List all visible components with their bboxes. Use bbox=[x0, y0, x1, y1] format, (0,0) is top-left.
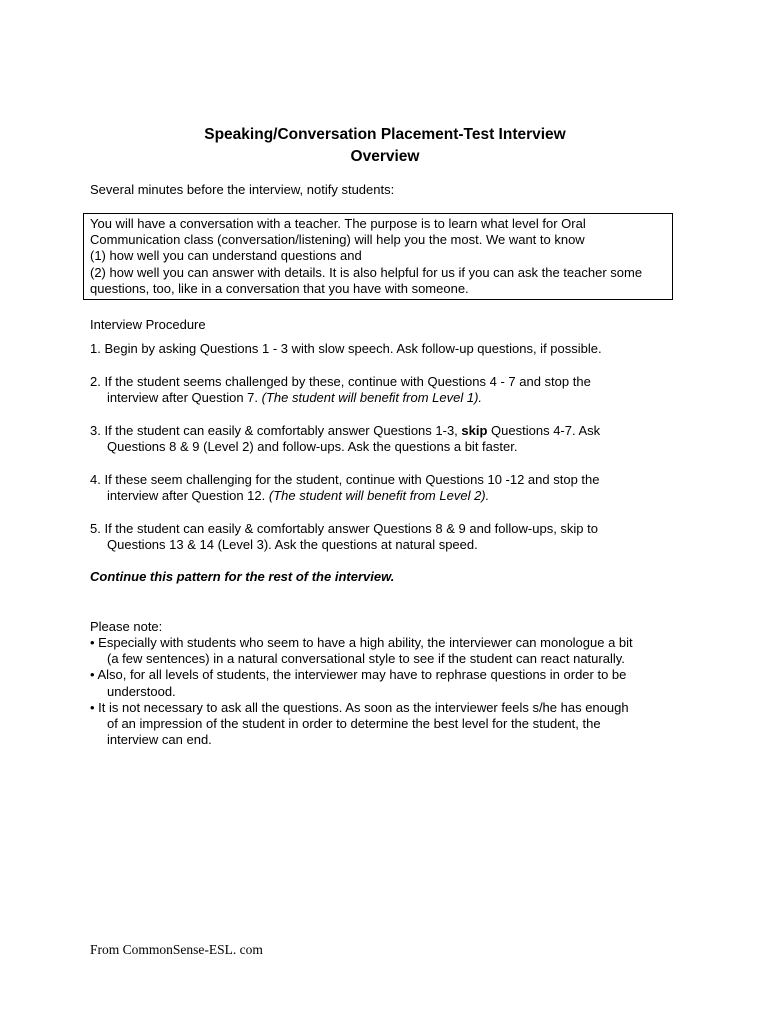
title-line-1: Speaking/Conversation Placement-Test Interview bbox=[204, 126, 566, 143]
procedure-step-1 bbox=[90, 341, 690, 357]
step-5-line-2: Questions 13 & 14 (Level 3). Ask the questions at natural speed. bbox=[107, 537, 478, 553]
step-2-line-2-text: interview after Question 7. bbox=[107, 390, 262, 406]
step-3-line-1-pre: 3. If the student can easily & comfortably answer Questions 1-3, bbox=[90, 423, 462, 438]
step-4-line-2-text: interview after Question 12. bbox=[107, 488, 269, 504]
step-3-line-1-post: Questions 4-7. Ask bbox=[487, 423, 601, 438]
step-4-line-2 bbox=[90, 488, 690, 504]
step-1-line-1: 1. Begin by asking Questions 1 - 3 with slow speech. Ask follow-up questions, if possible. bbox=[90, 341, 602, 356]
footer-source: From CommonSense-ESL. com bbox=[90, 942, 263, 957]
notice-line: Communication class (conversation/listening) will help you the most. We want to know bbox=[90, 232, 585, 248]
step-5-line-1: 5. If the student can easily & comfortably answer Questions 8 & 9 and follow-ups, skip to bbox=[90, 521, 598, 536]
notice-line: (1) how well you can understand questions and bbox=[90, 248, 362, 264]
step-4-level-note: (The student will benefit from Level 2). bbox=[268, 488, 490, 504]
note-3-line-3: interview can end. bbox=[107, 732, 212, 748]
note-3-line-2: of an impression of the student in order to determine the best level for the student, the bbox=[107, 716, 601, 732]
continue-pattern-note: Continue this pattern for the rest of the interview. bbox=[90, 569, 395, 584]
step-2-level-note: (The student will benefit from Level 1). bbox=[261, 390, 483, 406]
procedure-step-5 bbox=[90, 521, 690, 553]
procedure-heading: Interview Procedure bbox=[90, 317, 206, 332]
note-3-line-1: • It is not necessary to ask all the questions. As soon as the interviewer feels s/he has enough bbox=[90, 699, 629, 715]
note-1-line-1: • Especially with students who seem to have a high ability, the interviewer can monologue a bit bbox=[90, 635, 633, 650]
note-1-line-2: (a few sentences) in a natural conversational style to see if the student can react naturally. bbox=[107, 651, 625, 667]
intro-text: Several minutes before the interview, notify students: bbox=[90, 182, 395, 197]
document-title bbox=[90, 124, 680, 168]
procedure-step-4 bbox=[90, 472, 690, 504]
step-3-line-1 bbox=[90, 423, 690, 439]
note-2-line-2: understood. bbox=[107, 683, 176, 699]
note-bullet-2 bbox=[90, 667, 690, 699]
note-bullet-1 bbox=[90, 635, 690, 667]
note-bullet-3 bbox=[90, 700, 690, 749]
notice-line: You will have a conversation with a teacher. The purpose is to learn what level for Oral bbox=[90, 216, 586, 231]
notes-list bbox=[90, 635, 690, 748]
notice-line: questions, too, like in a conversation that you have with someone. bbox=[90, 280, 469, 296]
student-notice-box bbox=[83, 213, 673, 300]
step-4-line-1: 4. If these seem challenging for the student, continue with Questions 10 -12 and stop the bbox=[90, 472, 600, 487]
step-2-line-2 bbox=[90, 390, 690, 406]
note-2-line-1: • Also, for all levels of students, the interviewer may have to rephrase questions in order to be bbox=[90, 667, 627, 683]
please-note-heading: Please note: bbox=[90, 619, 163, 634]
step-3-line-2: Questions 8 & 9 (Level 2) and follow-ups. Ask the questions a bit faster. bbox=[107, 439, 518, 455]
procedure-step-2 bbox=[90, 374, 690, 406]
step-2-line-1: 2. If the student seems challenged by these, continue with Questions 4 - 7 and stop the bbox=[90, 374, 591, 389]
title-line-2: Overview bbox=[350, 148, 420, 165]
step-3-skip-word: skip bbox=[461, 423, 488, 438]
notice-line: (2) how well you can answer with details. It is also helpful for us if you can ask the teacher some bbox=[90, 264, 643, 280]
procedure-step-3 bbox=[90, 423, 690, 455]
